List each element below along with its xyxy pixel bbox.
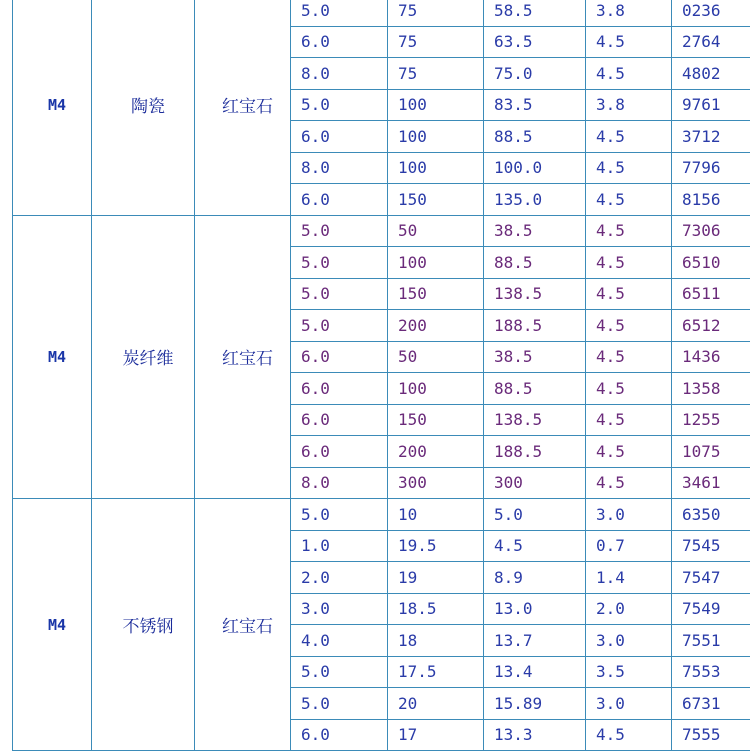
value-cell: 4.5: [586, 341, 672, 373]
value-cell: 100: [388, 247, 484, 279]
value-cell: 4.5: [586, 121, 672, 153]
value-cell: 3.0: [586, 625, 672, 657]
value-cell: 4.5: [586, 278, 672, 310]
value-cell: 200: [388, 436, 484, 468]
value-cell: 9761: [672, 89, 750, 121]
thread-cell: M4: [13, 499, 92, 751]
value-cell: 150: [388, 278, 484, 310]
value-cell: 6.0: [291, 719, 388, 751]
value-cell: 100: [388, 89, 484, 121]
value-cell: 18: [388, 625, 484, 657]
value-cell: 1358: [672, 373, 750, 405]
tip-material-cell: 红宝石: [195, 215, 291, 499]
value-cell: 100: [388, 152, 484, 184]
value-cell: 100: [388, 373, 484, 405]
value-cell: 8.0: [291, 152, 388, 184]
table-row: [13, 0, 750, 26]
tip-material-cell: 红宝石: [195, 499, 291, 751]
value-cell: 7549: [672, 593, 750, 625]
value-cell: 10: [388, 499, 484, 531]
value-cell: 3.0: [291, 593, 388, 625]
value-cell: 6350: [672, 499, 750, 531]
value-cell: 4.0: [291, 625, 388, 657]
value-cell: 19: [388, 562, 484, 594]
table-body: [13, 0, 750, 751]
value-cell: 75: [388, 26, 484, 58]
value-cell: 4.5: [586, 467, 672, 499]
value-cell: 2.0: [586, 593, 672, 625]
value-cell: 188.5: [484, 310, 586, 342]
value-cell: 50: [388, 341, 484, 373]
value-cell: 8.0: [291, 58, 388, 90]
value-cell: 88.5: [484, 121, 586, 153]
value-cell: 5.0: [291, 310, 388, 342]
value-cell: 6.0: [291, 184, 388, 216]
value-cell: 4.5: [586, 719, 672, 751]
material-cell: 炭纤维: [92, 215, 195, 499]
value-cell: 6.0: [291, 404, 388, 436]
value-cell: 8156: [672, 184, 750, 216]
value-cell: 4.5: [586, 373, 672, 405]
value-cell: 188.5: [484, 436, 586, 468]
value-cell: 88.5: [484, 247, 586, 279]
value-cell: 3.0: [586, 499, 672, 531]
value-cell: 20: [388, 688, 484, 720]
value-cell: 100.0: [484, 152, 586, 184]
value-cell: 75: [388, 0, 484, 26]
value-cell: 4.5: [586, 436, 672, 468]
value-cell: 6.0: [291, 26, 388, 58]
value-cell: 300: [388, 467, 484, 499]
value-cell: 6.0: [291, 373, 388, 405]
value-cell: 5.0: [291, 89, 388, 121]
thread-cell: M4: [13, 0, 92, 215]
value-cell: 15.89: [484, 688, 586, 720]
value-cell: 5.0: [291, 0, 388, 26]
value-cell: 17.5: [388, 656, 484, 688]
value-cell: 6.0: [291, 341, 388, 373]
value-cell: 63.5: [484, 26, 586, 58]
value-cell: 7555: [672, 719, 750, 751]
value-cell: 4.5: [586, 184, 672, 216]
value-cell: 2764: [672, 26, 750, 58]
value-cell: 13.4: [484, 656, 586, 688]
tip-material-cell: 红宝石: [195, 0, 291, 215]
value-cell: 1075: [672, 436, 750, 468]
value-cell: 3.0: [586, 688, 672, 720]
value-cell: 1.4: [586, 562, 672, 594]
value-cell: 7306: [672, 215, 750, 247]
value-cell: 5.0: [291, 247, 388, 279]
value-cell: 88.5: [484, 373, 586, 405]
material-cell: 陶瓷: [92, 0, 195, 215]
value-cell: 1436: [672, 341, 750, 373]
value-cell: 5.0: [291, 688, 388, 720]
value-cell: 38.5: [484, 215, 586, 247]
value-cell: 19.5: [388, 530, 484, 562]
probe-spec-table: [12, 0, 750, 751]
value-cell: 6.0: [291, 436, 388, 468]
thread-cell: M4: [13, 215, 92, 499]
value-cell: 4.5: [586, 310, 672, 342]
value-cell: 58.5: [484, 0, 586, 26]
value-cell: 5.0: [291, 499, 388, 531]
value-cell: 7545: [672, 530, 750, 562]
value-cell: 1255: [672, 404, 750, 436]
value-cell: 7551: [672, 625, 750, 657]
value-cell: 6731: [672, 688, 750, 720]
value-cell: 0236: [672, 0, 750, 26]
value-cell: 4.5: [586, 26, 672, 58]
value-cell: 150: [388, 184, 484, 216]
value-cell: 8.9: [484, 562, 586, 594]
value-cell: 5.0: [291, 656, 388, 688]
value-cell: 4.5: [586, 152, 672, 184]
value-cell: 3461: [672, 467, 750, 499]
value-cell: 150: [388, 404, 484, 436]
value-cell: 4.5: [586, 58, 672, 90]
value-cell: 50: [388, 215, 484, 247]
value-cell: 6.0: [291, 121, 388, 153]
value-cell: 13.0: [484, 593, 586, 625]
value-cell: 38.5: [484, 341, 586, 373]
value-cell: 1.0: [291, 530, 388, 562]
value-cell: 7796: [672, 152, 750, 184]
material-cell: 不锈钢: [92, 499, 195, 751]
value-cell: 8.0: [291, 467, 388, 499]
value-cell: 3712: [672, 121, 750, 153]
value-cell: 75.0: [484, 58, 586, 90]
value-cell: 3.5: [586, 656, 672, 688]
value-cell: 100: [388, 121, 484, 153]
value-cell: 7547: [672, 562, 750, 594]
value-cell: 4.5: [484, 530, 586, 562]
table-row: [13, 499, 750, 531]
value-cell: 138.5: [484, 404, 586, 436]
value-cell: 5.0: [291, 278, 388, 310]
value-cell: 13.3: [484, 719, 586, 751]
value-cell: 75: [388, 58, 484, 90]
value-cell: 5.0: [291, 215, 388, 247]
value-cell: 3.8: [586, 89, 672, 121]
value-cell: 17: [388, 719, 484, 751]
value-cell: 83.5: [484, 89, 586, 121]
value-cell: 135.0: [484, 184, 586, 216]
value-cell: 7553: [672, 656, 750, 688]
value-cell: 2.0: [291, 562, 388, 594]
value-cell: 6511: [672, 278, 750, 310]
value-cell: 0.7: [586, 530, 672, 562]
value-cell: 5.0: [484, 499, 586, 531]
value-cell: 4.5: [586, 404, 672, 436]
value-cell: 4.5: [586, 215, 672, 247]
value-cell: 6510: [672, 247, 750, 279]
table-row: [13, 215, 750, 247]
value-cell: 138.5: [484, 278, 586, 310]
value-cell: 4802: [672, 58, 750, 90]
value-cell: 200: [388, 310, 484, 342]
value-cell: 300: [484, 467, 586, 499]
value-cell: 13.7: [484, 625, 586, 657]
value-cell: 4.5: [586, 247, 672, 279]
value-cell: 18.5: [388, 593, 484, 625]
value-cell: 6512: [672, 310, 750, 342]
value-cell: 3.8: [586, 0, 672, 26]
